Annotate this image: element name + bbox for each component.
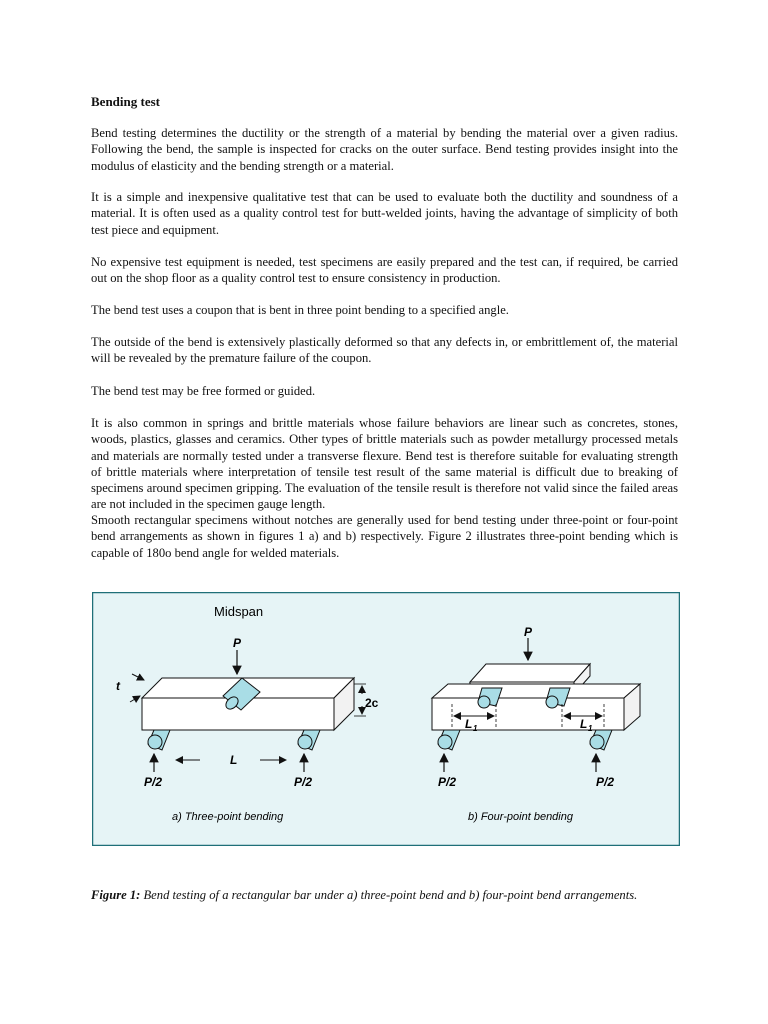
midspan-label: Midspan [214, 604, 264, 619]
paragraph-3: No expensive test equipment is needed, test specimens are easily prepared and the test can, if required, be carried out on the shop floor as a quality control test to ensure consistency in production. [91, 255, 678, 286]
paragraph-7: It is also common in springs and brittle materials whose failure behaviors are linear such as concretes, stones, woods, plastics, glasses and ceramics. Other types of brittle materials such as powder metallurgy processed metals and materials are normally tested under a transverse flexure. Bend test is therefore suitable for evaluating strength of brittle materials where interpretation of tensile test result of the same material is difficult due to breaking of specimens around specimen gripping. The evaluation of the tensile result is therefore not valid since the failed areas are not included in the specimen gauge length. [91, 416, 678, 512]
paragraph-1: Bend testing determines the ductility or the strength of a material by bending the material over a given radius. Following the bend, the sample is inspected for cracks on the outer surface. Bend testing provides insight into the modulus of elasticity and the bending strength or a material. [91, 126, 678, 173]
l1-subscript-left: 1 [473, 724, 478, 733]
caption-b: b) Four-point bending [468, 811, 573, 823]
load-block-top [470, 664, 590, 682]
paragraph-2: It is a simple and inexpensive qualitative test that can be used to evaluate both the ductility and soundness of a material. It is often used as a quality control test for butt-welded joints, having the advantage of simplicity of both test piece and equipment. [91, 190, 678, 237]
load-label-a: P [233, 636, 242, 650]
caption-a: a) Three-point bending [172, 811, 284, 823]
load-label-b: P [524, 625, 533, 639]
paragraph-4: The bend test uses a coupon that is bent in three point bending to a specified angle. [91, 303, 509, 317]
figure-caption [91, 886, 678, 904]
figure-caption-text: Bend testing of a rectangular bar under a) three-point bend and b) four-point bend arrangements. [140, 888, 638, 902]
span-label: L [230, 753, 238, 767]
section-title: Bending test [91, 94, 160, 109]
beam-b-top [432, 684, 640, 698]
beam-b-front [432, 698, 624, 730]
thickness-label: t [116, 679, 120, 693]
paragraph-6: The bend test may be free formed or guided. [91, 384, 316, 398]
height-label: 2c [365, 696, 379, 710]
reaction-label-b-right: P/2 [596, 775, 615, 789]
reaction-label-a-left: P/2 [144, 775, 163, 789]
l1-subscript-right: 1 [588, 724, 593, 733]
bending-diagram [92, 592, 680, 846]
l1-label-left: L [465, 717, 473, 731]
reaction-label-a-right: P/2 [294, 775, 313, 789]
figure-1-diagram [92, 592, 680, 846]
l1-label-right: L [580, 717, 588, 731]
figure-caption-label: Figure 1: [91, 888, 141, 902]
paragraph-5: The outside of the bend is extensively plastically deformed so that any defects in, or embrittlement of, the material will be revealed by the premature failure of the coupon. [91, 335, 678, 366]
paragraph-8: Smooth rectangular specimens without notches are generally used for bend testing under three-point or four-point bend arrangements as shown in figures 1 a) and b) respectively. Figure 2 illustrates three-point bending which is capable of 180o bend angle for welded materials. [91, 513, 678, 560]
reaction-label-b-left: P/2 [438, 775, 457, 789]
